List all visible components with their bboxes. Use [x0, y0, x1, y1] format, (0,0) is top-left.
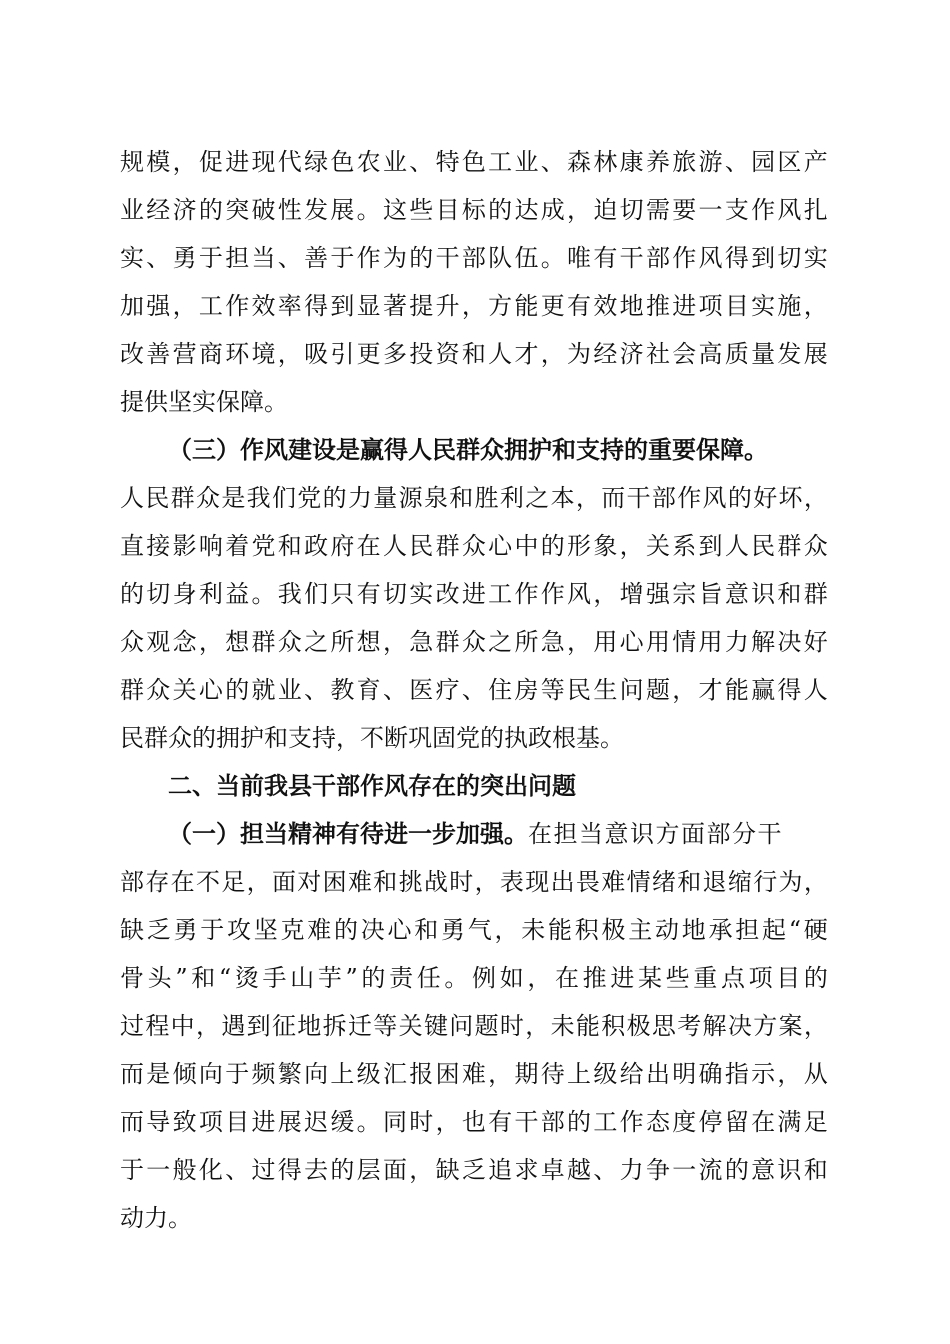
body-line: 提供坚实保障。 [120, 388, 288, 416]
body-line: 动力。 [120, 1204, 192, 1232]
body-line: 过 程 中 ， 遇 到 征 地 拆 迁 等 关 键 问 题 时 ， 未 能 积 极 思 考 解 决 方 案 ， [120, 1012, 828, 1040]
subsection-title: （一）担当精神有待进一步加强。 [168, 820, 528, 848]
body-line: 的 切 身 利 益 。 我 们 只 有 切 实 改 进 工 作 作 风 ， 增 强 宗 旨 意 识 和 群 [120, 580, 828, 608]
body-line: 民群众的拥护和支持，不断巩固党的执政根基。 [120, 724, 624, 752]
body-line: 部 存 在 不 足 ， 面 对 困 难 和 挑 战 时 ， 表 现 出 畏 难 情 绪 和 退 缩 行 为 ， [120, 868, 828, 896]
body-line: 而 是 倾 向 于 频 繁 向 上 级 汇 报 困 难 ， 期 待 上 级 给 出 明 确 指 示 ， 从 [120, 1060, 828, 1088]
body-line: 实 、 勇 于 担 当 、 善 于 作 为 的 干 部 队 伍 。 唯 有 干 部 作 风 得 到 切 实 [120, 244, 828, 272]
body-line: 业 经 济 的 突 破 性 发 展 。 这 些 目 标 的 达 成 ， 迫 切 需 要 一 支 作 风 扎 [120, 196, 828, 224]
body-line: 群 众 关 心 的 就 业 、 教 育 、 医 疗 、 住 房 等 民 生 问 题 ， 才 能 赢 得 人 [120, 676, 828, 704]
body-line: 骨 头 ” 和 “ 烫 手 山 芋 ” 的 责 任 。 例 如 ， 在 推 进 某 些 重 点 项 目 的 [120, 964, 828, 992]
body-line: 于 一 般 化 、 过 得 去 的 层 面 ， 缺 乏 追 求 卓 越 、 力 争 一 流 的 意 识 和 [120, 1156, 828, 1184]
body-text: 在担当意识方面部分干 [528, 820, 783, 848]
paragraph-first-line [120, 810, 828, 858]
body-line: 改 善 营 商 环 境 ， 吸 引 更 多 投 资 和 人 才 ， 为 经 济 社 会 高 质 量 发 展 [120, 340, 828, 368]
body-line: 规 模 ， 促 进 现 代 绿 色 农 业 、 特 色 工 业 、 森 林 康 养 旅 游 、 园 区 产 [120, 148, 828, 176]
document-body [120, 138, 828, 1242]
body-line: 直 接 影 响 着 党 和 政 府 在 人 民 群 众 心 中 的 形 象 ， 关 系 到 人 民 群 众 [120, 532, 828, 560]
subsection-title: （三）作风建设是赢得人民群众拥护和支持的重要保障。 [168, 436, 768, 464]
body-line: 而 导 致 项 目 进 展 迟 缓 。 同 时 ， 也 有 干 部 的 工 作 态 度 停 留 在 满 足 [120, 1108, 828, 1136]
body-line: 缺 乏 勇 于 攻 坚 克 难 的 决 心 和 勇 气 ， 未 能 积 极 主 动 地 承 担 起 “ 硬 [120, 916, 828, 944]
body-line: 众 观 念 ， 想 群 众 之 所 想 ， 急 群 众 之 所 急 ， 用 心 用 情 用 力 解 决 好 [120, 628, 828, 656]
body-line: 加 强 ， 工 作 效 率 得 到 显 著 提 升 ， 方 能 更 有 效 地 推 进 项 目 实 施 ， [120, 292, 828, 320]
body-line: 人 民 群 众 是 我 们 党 的 力 量 源 泉 和 胜 利 之 本 ， 而 干 部 作 风 的 好 坏 ， [120, 484, 828, 512]
section-heading: 二、当前我县干部作风存在的突出问题 [168, 772, 576, 800]
